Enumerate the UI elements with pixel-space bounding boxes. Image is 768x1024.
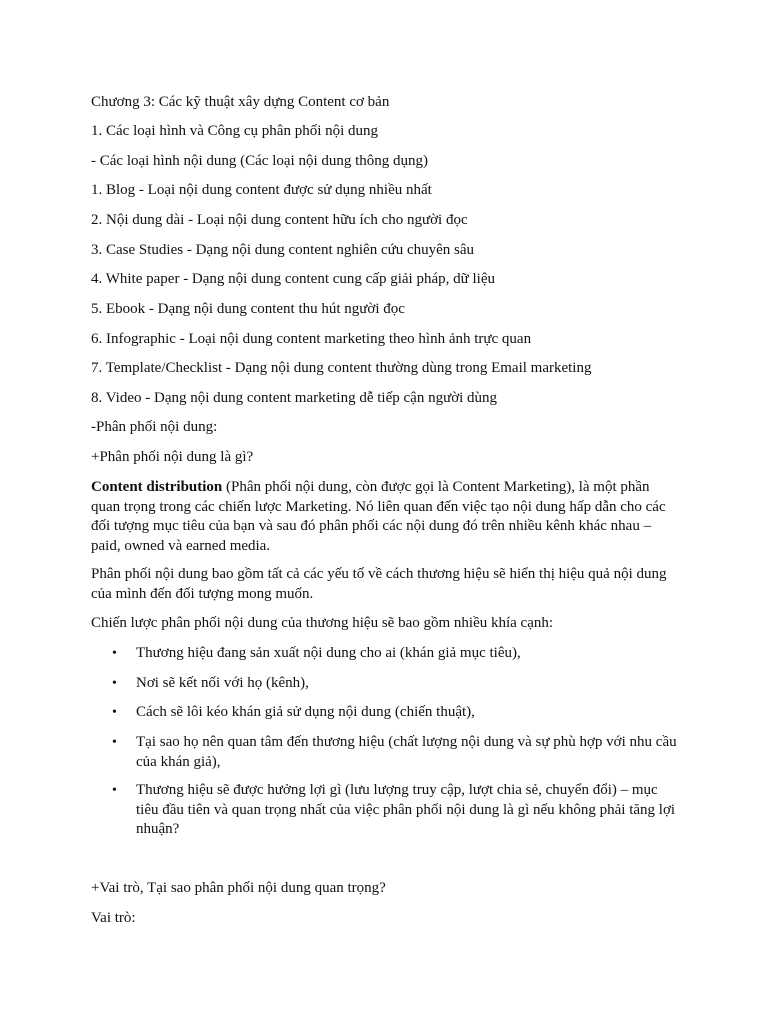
subsection-heading-types: - Các loại hình nội dung (Các loại nội dung thông dụng) [91, 153, 429, 169]
definition-term: Content distribution [91, 479, 223, 495]
bullet-icon: • [112, 676, 117, 691]
bullet-text: Thương hiệu đang sản xuất nội dung cho ai (khán giả mục tiêu), [136, 645, 521, 661]
role-label: Vai trò: [91, 910, 136, 926]
bullet-text: Cách sẽ lôi kéo khán giả sử dụng nội dung (chiến thuật), [136, 704, 475, 720]
list-item: 4. White paper - Dạng nội dung content cung cấp giải pháp, dữ liệu [91, 271, 495, 287]
paragraph: Chiến lược phân phối nội dung của thương hiệu sẽ bao gồm nhiều khía cạnh: [91, 615, 554, 631]
list-item: 2. Nội dung dài - Loại nội dung content hữu ích cho người đọc [91, 212, 468, 228]
bullet-icon: • [112, 646, 117, 661]
bullet-text: Thương hiệu sẽ được hưởng lợi gì (lưu lượng truy cập, lượt chia sẻ, chuyển đổi) – mục tiêu đầu tiên và quan trọng nhất của việc phân phối nội dung là gì nếu không phải tăng lợi nhuận? [136, 782, 676, 837]
definition-paragraph [91, 478, 681, 556]
list-item: 1. Blog - Loại nội dung content được sử dụng nhiều nhất [91, 182, 432, 198]
question-heading: +Phân phối nội dung là gì? [91, 449, 254, 465]
bullet-text: Tại sao họ nên quan tâm đến thương hiệu (chất lượng nội dung và sự phù hợp với nhu cầu của khán giả), [136, 734, 677, 770]
bullet-icon: • [112, 783, 117, 798]
list-item: 3. Case Studies - Dạng nội dung content nghiên cứu chuyên sâu [91, 242, 475, 258]
list-item: 7. Template/Checklist - Dạng nội dung content thường dùng trong Email marketing [91, 360, 592, 376]
bullet-icon: • [112, 735, 117, 750]
paragraph: Phân phối nội dung bao gồm tất cả các yếu tố về cách thương hiệu sẽ hiển thị hiệu quả nội dung của mình đến đối tượng mong muốn. [91, 566, 667, 602]
definition-text: (Phân phối nội dung, còn được gọi là Content Marketing), là một phần quan trọng trong các chiến lược Marketing. Nó liên quan đến việc tạo nội dung hấp dẫn cho các đối tượng mục tiêu của bạn và sau đó phân phối các nội dung đó trên nhiều kênh khác nhau – paid, owned và earned media. [91, 479, 666, 554]
bullet-icon: • [112, 705, 117, 720]
bullet-text: Nơi sẽ kết nối với họ (kênh), [136, 675, 309, 691]
subsection-heading-distribution: -Phân phối nội dung: [91, 419, 218, 435]
list-item: 5. Ebook - Dạng nội dung content thu hút người đọc [91, 301, 405, 317]
list-item: 8. Video - Dạng nội dung content marketing dễ tiếp cận người dùng [91, 390, 498, 406]
chapter-heading: Chương 3: Các kỹ thuật xây dựng Content cơ bản [91, 94, 390, 110]
question-heading: +Vai trò, Tại sao phân phối nội dung quan trọng? [91, 880, 386, 896]
section-heading: 1. Các loại hình và Công cụ phân phối nội dung [91, 123, 379, 139]
list-item: 6. Infographic - Loại nội dung content marketing theo hình ảnh trực quan [91, 331, 532, 347]
